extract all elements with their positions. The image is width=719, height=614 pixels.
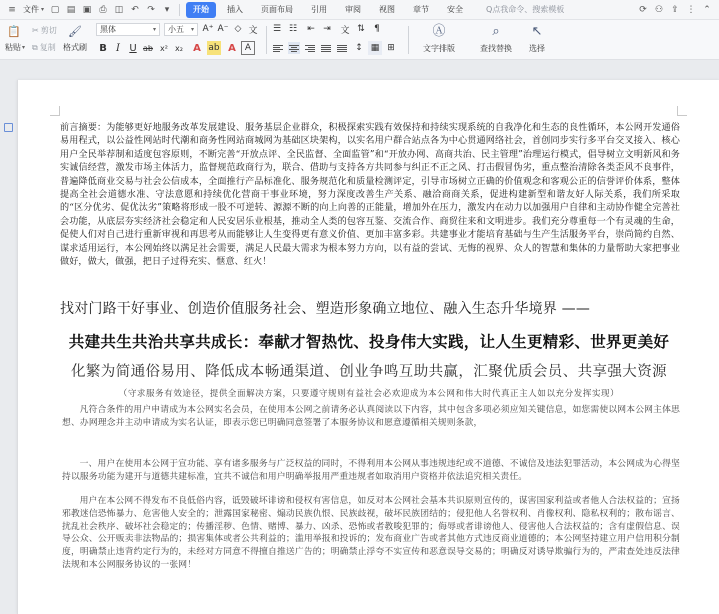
window-actions <box>635 3 719 17</box>
shrink-font-icon[interactable]: A⁻ <box>217 24 229 34</box>
heading-2: 共建共生共治共享共成长：奉献才智热忱、投身伟大实践，让人生更精彩、世界更美好 <box>68 333 670 351</box>
paste-label: 粘贴 <box>5 43 21 52</box>
underline-icon[interactable]: U <box>129 42 137 54</box>
bullet-list-icon[interactable]: ☰ <box>272 24 282 34</box>
search-placeholder: Q点我命令、搜索模板 <box>486 5 565 14</box>
cut-label: 剪切 <box>40 26 57 35</box>
borders-icon[interactable]: ⊞ <box>387 43 395 53</box>
tab-view[interactable]: 视图 <box>379 5 396 14</box>
more-options-icon[interactable]: ⋮ <box>686 4 696 15</box>
undo-icon[interactable]: ↶ <box>131 4 139 15</box>
chevron-down-icon: ▾ <box>152 26 156 33</box>
align-left-icon[interactable] <box>272 42 284 54</box>
char-border-icon[interactable]: A <box>241 41 255 55</box>
decrease-indent-icon[interactable]: ⇤ <box>307 24 315 34</box>
divider <box>266 26 267 54</box>
format-painter-icon[interactable]: 🖌 <box>68 24 82 38</box>
file-menu[interactable] <box>20 1 47 19</box>
chevron-down-icon: ▾ <box>190 26 194 33</box>
subtitle-note: （守求服务有效途径，提供全面解决方案，只要遵守规则有益社会必欢迎成为本公网和伟大时代真正主人如以充分发挥实现） <box>118 389 620 399</box>
align-right-icon[interactable] <box>304 42 316 54</box>
new-doc-icon[interactable]: ▢ <box>50 4 60 15</box>
line-spacing-icon[interactable]: ↕ <box>355 43 363 53</box>
font-size-select[interactable] <box>164 23 198 36</box>
file-menu-label: 文件 <box>23 5 39 14</box>
font-size-value: 小五 <box>168 25 184 34</box>
menu-bar <box>0 0 719 20</box>
divider <box>179 4 180 16</box>
sort-icon[interactable]: ⇅ <box>357 24 365 34</box>
select-cursor-icon: ↖ <box>531 24 543 39</box>
tab-review[interactable]: 审阅 <box>345 5 362 14</box>
subscript-icon[interactable]: x₂ <box>175 43 183 53</box>
tab-references[interactable]: 引用 <box>311 5 328 14</box>
text-color-icon[interactable]: A <box>228 42 236 54</box>
heading-3: 化繁为简通俗易用、降低成本畅通渠道、创业争鸣互助共赢，汇聚优质会员、共享强大资源 <box>71 364 667 380</box>
tab-security[interactable]: 安全 <box>447 5 464 14</box>
document-page[interactable] <box>17 80 719 614</box>
grow-font-icon[interactable]: A⁺ <box>202 24 214 34</box>
body-paragraph-2: 一、用户在使用本公网于宣功能、享有诸多服务与广泛权益的同时，不得利用本公网从事违规违纪或不道德、不诚信及违法犯罪活动，本公网成为心得坚持以服务功能为建开与道德共建标准，宜共不诚信和用户明确举报用严重违规者如取消用户资格并依法追究相关责任。 <box>62 459 680 482</box>
paste-button[interactable] <box>5 42 25 53</box>
format-painter-button[interactable] <box>63 42 87 53</box>
highlight-icon[interactable]: ab <box>208 43 220 53</box>
copy-icon: ⧉ <box>32 42 38 52</box>
chinese-layout-icon[interactable]: 文 <box>340 25 350 36</box>
heading-1: 找对门路干好事业、创造价值服务社会、塑造形象确立地位、融入生态升华境界 —— <box>60 301 591 317</box>
save-icon[interactable]: ▣ <box>82 4 92 15</box>
copy-button[interactable] <box>32 42 56 53</box>
bold-icon[interactable]: B <box>99 42 107 54</box>
collapse-ribbon-icon[interactable]: ⌃ <box>703 4 711 15</box>
menu-icon[interactable]: ≡ <box>8 4 16 15</box>
select-label: 选择 <box>529 44 545 53</box>
text-layout-icon: Ⓐ <box>432 24 446 39</box>
body-paragraph-1: 凡符合条件的用户申请成为本公网实名会员，在使用本公网之前请务必认真阅读以下内容，其中包含多项必须应知关键信息，如您需使以网本公网主体思想、办网理念并主动申请成为实名认证，即表示您已明确同意签署了本服务协议和愿意遵循相关规则条款， <box>62 405 680 428</box>
tab-insert[interactable]: 插入 <box>227 5 244 14</box>
share-icon[interactable]: ⇪ <box>671 4 679 15</box>
more-icon[interactable]: ▾ <box>164 4 170 15</box>
preview-icon[interactable]: ◫ <box>114 4 124 15</box>
find-replace-label: 查找替换 <box>480 44 512 53</box>
preface-paragraph: 前言摘要：为能够更好地服务改革发展建设、服务基层企业群众，积极探索实践有效保持和持续实现系统的自我净化和生态的良性循环，本公网开发通俗易用程式，以公益性网站时代潮和商务性网站商城网为基础区块架构，以实名用户群合站点各为中心贯通网络社会，首创同步实行多平台交叉接入、核心用户全民举荐制和适度包容原则，不断完善“开放点评、全民监督、全面监管”和“开放办网、高商共治、民主管理”治理运行模式，倡导树立文明新风和务实诚信经营，激发市场主体活力，监督规范政商行为，联合、借助与支持各方共同参与纠正不正之风、打击假冒伪劣，重点整治清除各类歪风不良事件，普遍降低商业交易与社会公信成本，全面推行产品标准化、服务规范化和质量检测评定，引导市场树立正确的价值观念和客观公正的信誉评价体系，整体提高全社会道德水准、守法意愿和持续优化营商干事业环境，努力深度改善生产关系、融洽商商关系，促进构建新型和谐友好人际关系，我们所采取的“区分优劣、促优汰劣”策略将形成一股不可逆转、源源不断的向上向善的正能量，增加外在压力，激发内在动力以加强用户自律和主动协作健全完善社会功能，从底层夯实经济社会稳定和人民安居乐业根基，推动全人类的包容互鉴、交流合作、商贸往来和文明进步。我们充分尊重每一个有灵魂的生命，促使人们对自己进行重新审视和再思考从而能够让人生变得更有意义价值、更加丰富多彩。共建事业才能培育基础与生产生活服务平台，崇尚简约自然、谋求适用运行，本公网始终以满足社会需要，满足人民最大需求为根本努力方向，以有益的尝试、无悔的视界、众人的智慧和集体的力量帮助大家把事业做好，做大，做强，把日子过得充实、惬意、红火！ <box>60 123 680 268</box>
show-marks-icon[interactable]: ¶ <box>374 24 380 34</box>
format-painter-label: 格式刷 <box>63 43 87 52</box>
distributed-icon[interactable] <box>336 42 348 54</box>
text-layout-button[interactable] <box>414 24 464 54</box>
find-replace-icon: ⌕ <box>492 24 500 39</box>
text-layout-label: 文字排版 <box>423 44 455 53</box>
sync-icon[interactable]: ⟳ <box>639 4 647 15</box>
justify-icon[interactable] <box>320 42 332 54</box>
cut-button[interactable] <box>32 25 57 36</box>
copy-label: 复制 <box>39 43 56 52</box>
font-color-icon[interactable]: A <box>193 42 201 54</box>
body-paragraph-3: 用户在本公网不得发布不良低俗内容，诋毁破坏诽谤和侵权有害信息，如反对本公网社会基本共识原则宣传的，谋害国家利益或者他人合法权益的；宣扬邪教迷信恐怖暴力、危害他人安全的；泄露国家秘密、煽动民族仇恨、民族歧视，破坏民族团结的；侵犯他人名誉权利、肖像权利、隐私权利的；散布谣言、扰乱社会秩序、破坏社会稳定的；传播淫秽、色情、赌博、暴力、凶杀、恐怖或者教唆犯罪的；侮辱或者诽谤他人、侵害他人合法权益的；含有虚假信息、误导公众、公开贩卖非法物品的；损害集体或者公共利益的；滥用举报和投诉的；发布商业广告或者其他方式违反商业道德的；本公网坚持建立用户信用积分制度，明确禁止违背约定行为的，未经对方同意不得擅自推送广告的；明确禁止浮夸不实宣传和恶意误导交易的；明确反对诱导欺骗行为的，严肃查处违反法律法规和本公网服务协议的一张网！ <box>62 496 680 570</box>
open-icon[interactable]: ▤ <box>66 4 76 15</box>
margin-marker-top-right <box>677 106 687 116</box>
chevron-down-icon: ▾ <box>41 6 45 13</box>
navigation-pane-icon[interactable] <box>4 123 13 132</box>
numbered-list-icon[interactable]: ☷ <box>288 24 298 34</box>
tab-section[interactable]: 章节 <box>413 5 430 14</box>
align-center-icon[interactable] <box>288 42 300 54</box>
phonetic-icon[interactable]: 文 <box>248 25 258 36</box>
paste-icon[interactable]: 📋 <box>7 24 21 38</box>
font-name-select[interactable] <box>96 23 160 36</box>
tab-page-layout[interactable]: 页面布局 <box>261 5 294 14</box>
strikethrough-icon[interactable]: ab <box>143 43 153 53</box>
divider <box>408 26 409 54</box>
find-replace-button[interactable] <box>476 24 516 54</box>
print-icon[interactable]: ⎙ <box>99 4 107 15</box>
increase-indent-icon[interactable]: ⇥ <box>323 24 331 34</box>
font-name-value: 黑体 <box>100 25 116 34</box>
scissors-icon: ✂ <box>32 26 39 35</box>
clear-format-icon[interactable]: ◇ <box>234 24 242 34</box>
italic-icon[interactable]: I <box>116 42 120 54</box>
margin-marker-top-left <box>50 106 60 116</box>
select-button[interactable] <box>522 24 552 54</box>
superscript-icon[interactable]: x² <box>160 43 168 53</box>
command-search[interactable] <box>482 3 568 17</box>
shading-icon[interactable]: ▦ <box>368 41 382 55</box>
collaborate-icon[interactable]: ⚇ <box>654 4 664 15</box>
tab-home[interactable]: 开始 <box>186 2 216 18</box>
redo-icon[interactable]: ↷ <box>147 4 155 15</box>
chevron-down-icon: ▾ <box>22 44 26 51</box>
ribbon <box>0 20 719 60</box>
